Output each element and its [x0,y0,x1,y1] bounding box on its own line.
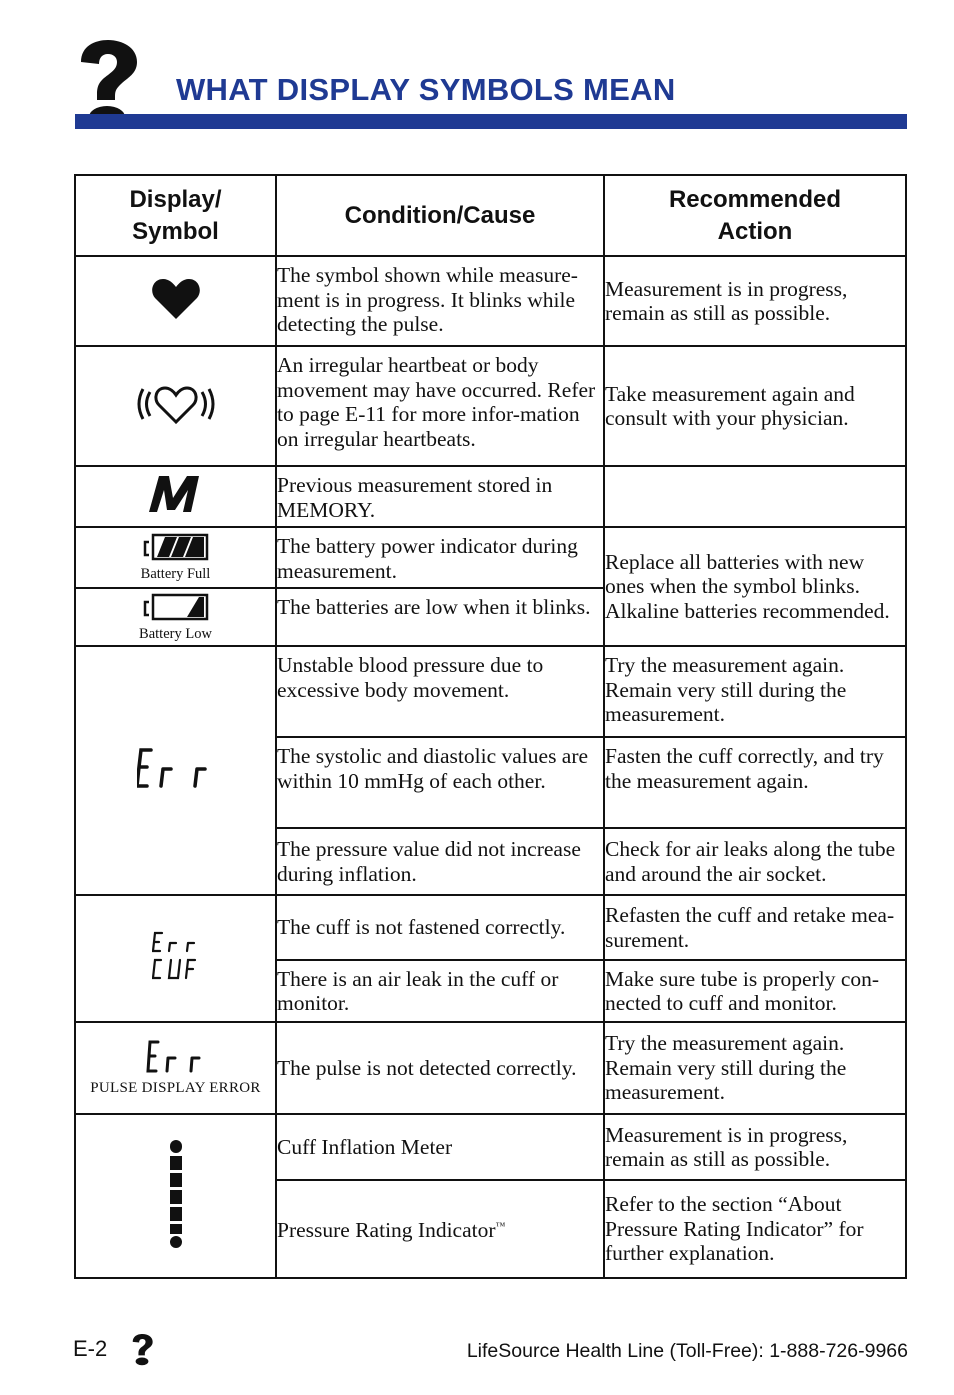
header-action [604,175,906,256]
condition-cell: The pulse is not detected correctly. [276,1022,604,1114]
action-cell: Take measurement again and consult with your physician. [604,346,906,466]
table-header-row [75,175,906,256]
action-cell: Check for air leaks along the tube and around the air socket. [604,828,906,895]
header-display-line1: Display/ [129,185,222,213]
err-cuf-display-icon [152,931,200,981]
symbol-cell [75,466,276,527]
action-cell: Fasten the cuff correctly, and try the measurement again. [604,737,906,828]
table-row [75,346,906,466]
header-display-line2: Symbol [132,217,219,245]
action-cell: Measurement is in progress, remain as still as possible. [604,256,906,346]
pressure-rating-label: Pressure Rating Indicator [277,1218,496,1243]
header-display-symbol [75,175,276,256]
action-cell: Refer to the section “About Pressure Rating Indicator” for further explanation. [604,1180,906,1278]
table-row [75,646,906,737]
action-cell [604,466,906,527]
condition-cell [276,1180,604,1278]
condition-cell: There is an air leak in the cuff or monitor. [276,960,604,1022]
pulse-display-error-label: PULSE DISPLAY ERROR [90,1079,261,1096]
action-cell: Measurement is in progress, remain as still as possible. [604,1114,906,1180]
symbol-cell [75,646,276,895]
question-mark-icon [130,1334,154,1366]
table-row [75,527,906,588]
condition-cell: Cuff Inflation Meter [276,1114,604,1180]
memory-m-icon [147,474,205,514]
action-cell: Make sure tube is properly con-nected to cuff and monitor. [604,960,906,1022]
condition-cell: The cuff is not fastened correctly. [276,895,604,960]
action-cell: Refasten the cuff and retake mea-surement. [604,895,906,960]
trademark-mark: ™ [495,1221,506,1233]
condition-cell: An irregular heartbeat or body movement may have occurred. Refer to page E-11 for more infor-mation on irregular heartbeats. [276,346,604,466]
table-row [75,466,906,527]
pulse-err-display-icon [146,1040,206,1074]
heart-icon [151,278,201,320]
symbol-cell [75,527,276,588]
header-action-line2: Action [717,217,793,245]
header-condition: Condition/Cause [276,175,604,256]
table-row [75,256,906,346]
symbol-cell [75,588,276,646]
action-cell: Replace all batteries with new ones when the symbol blinks. Alkaline batteries recommended. [604,527,906,646]
condition-cell: Unstable blood pressure due to excessive body movement. [276,646,604,737]
symbols-table [74,174,907,1279]
battery-full-label: Battery Full [140,566,211,582]
condition-cell: The systolic and diastolic values are within 10 mmHg of each other. [276,737,604,828]
battery-low-label: Battery Low [139,625,212,642]
action-cell: Try the measurement again. Remain very still during the measurement. [604,1022,906,1114]
header-action-line1: Recommended [668,185,842,213]
battery-low-icon [143,593,209,621]
table-row [75,895,906,960]
condition-cell: The pressure value did not increase during inflation. [276,828,604,895]
symbol-cell [75,346,276,466]
page-title: WHAT DISPLAY SYMBOLS MEAN [176,72,676,107]
symbol-cell [75,256,276,346]
helpline-text: LifeSource Health Line (Toll-Free): 1-888-726-9966 [466,1340,908,1362]
action-cell: Try the measurement again. Remain very still during the measurement. [604,646,906,737]
condition-cell: The symbol shown while measure-ment is in progress. It blinks while detecting the pulse. [276,256,604,346]
symbol-cell [75,895,276,1022]
table-row [75,1022,906,1114]
condition-cell: The batteries are low when it blinks. [276,588,604,646]
battery-full-icon [143,533,209,561]
symbol-cell [75,1114,276,1278]
title-rule [75,114,907,129]
condition-cell: The battery power indicator during measurement. [276,527,604,588]
err-display-icon [137,747,215,789]
symbol-cell [75,1022,276,1114]
page-number: E-2 [73,1336,108,1361]
irregular-heartbeat-icon [134,382,218,426]
table-row [75,1114,906,1180]
inflation-meter-icon [168,1140,184,1248]
condition-cell: Previous measurement stored in MEMORY. [276,466,604,527]
